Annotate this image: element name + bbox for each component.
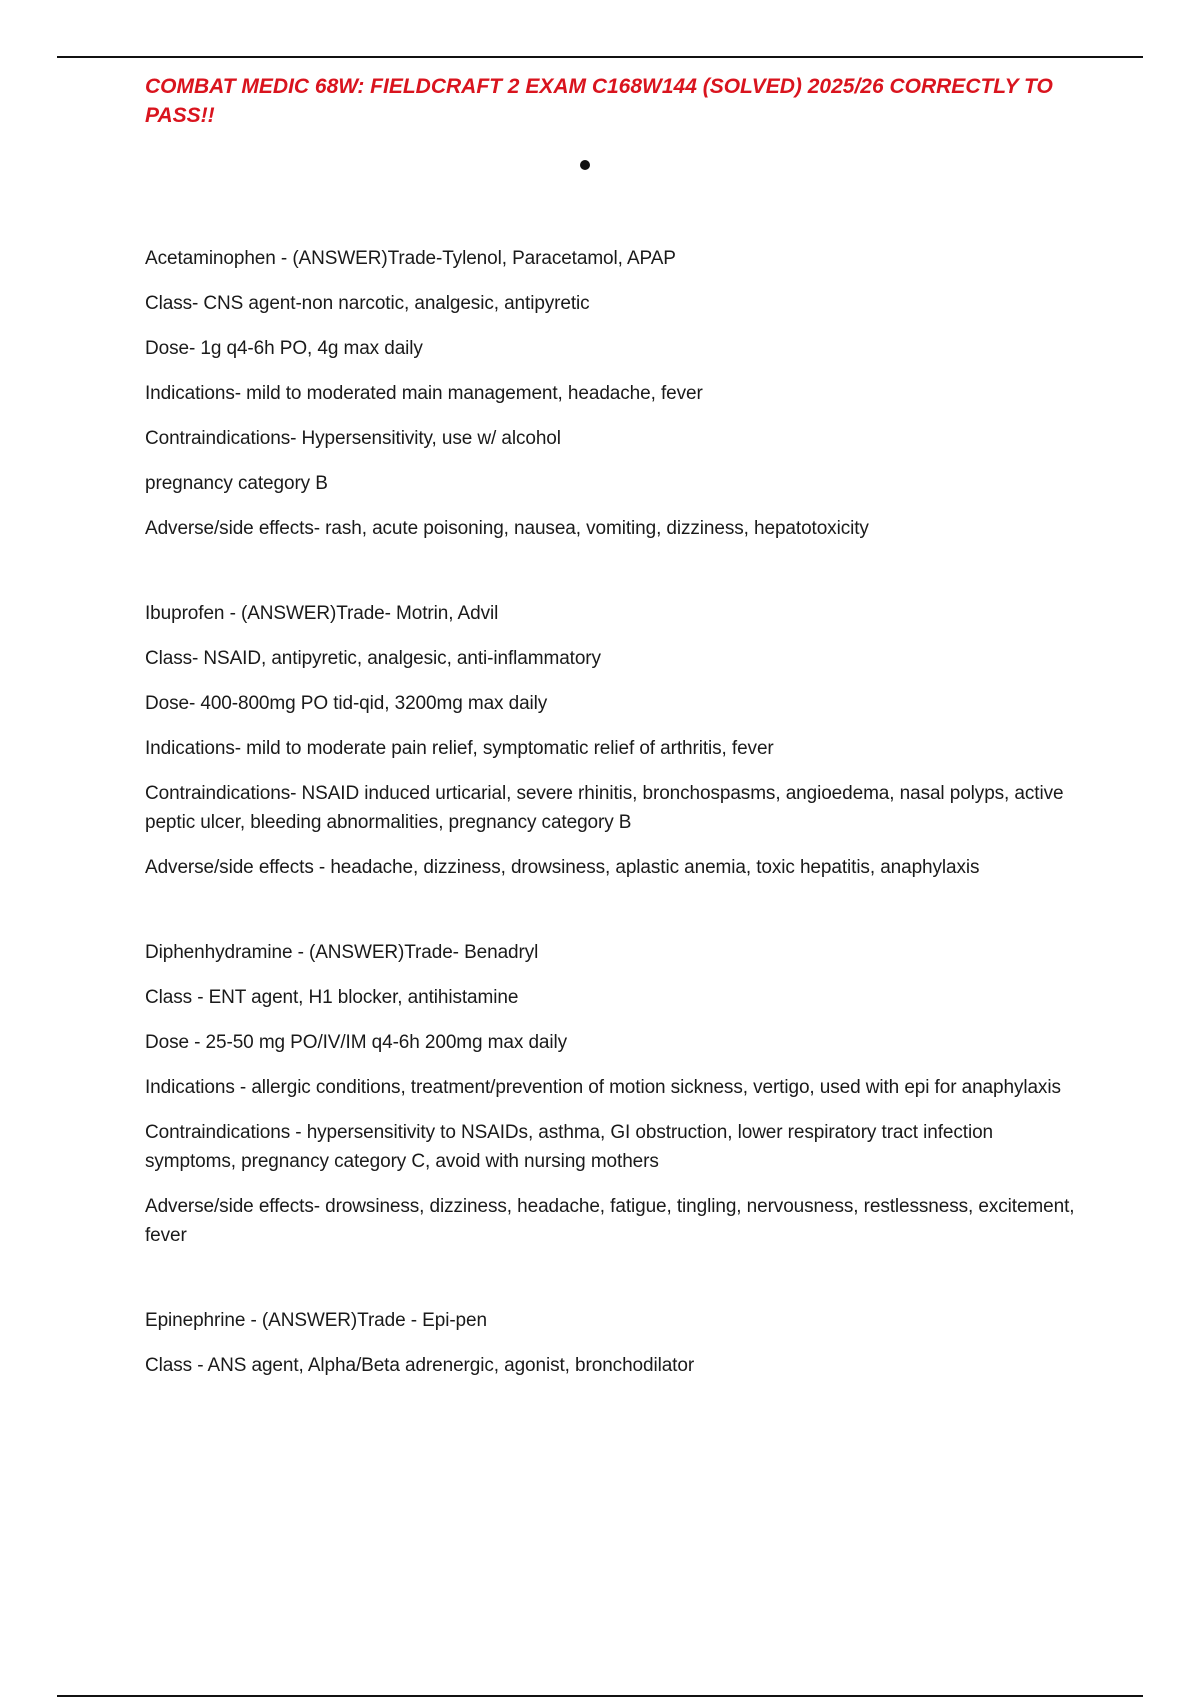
entry-line: Epinephrine - (ANSWER)Trade - Epi-pen bbox=[145, 1310, 487, 1331]
entry-line: Indications- mild to moderate pain relief, symptomatic relief of arthritis, fever bbox=[145, 738, 774, 759]
entry-line: Indications- mild to moderated main management, headache, fever bbox=[145, 383, 703, 404]
entry-line: Class - ANS agent, Alpha/Beta adrenergic, agonist, bronchodilator bbox=[145, 1355, 695, 1376]
bottom-divider bbox=[57, 1695, 1143, 1697]
entry-line: Dose- 400-800mg PO tid-qid, 3200mg max daily bbox=[145, 693, 548, 714]
drug-entries bbox=[145, 244, 1080, 1436]
entry-line: Dose- 1g q4-6h PO, 4g max daily bbox=[145, 338, 423, 359]
entry-line: Class- NSAID, antipyretic, analgesic, anti-inflammatory bbox=[145, 648, 601, 669]
top-divider bbox=[57, 56, 1143, 58]
entry-line: Class - ENT agent, H1 blocker, antihistamine bbox=[145, 987, 519, 1008]
entry-line: Contraindications- NSAID induced urticarial, severe rhinitis, bronchospasms, angioedema, nasal polyps, active peptic ulcer, bleeding abnormalities, pregnancy category B bbox=[145, 783, 1064, 833]
drug-entry-epinephrine bbox=[145, 1306, 1080, 1380]
drug-entry-acetaminophen bbox=[145, 244, 1080, 543]
drug-entry-diphenhydramine bbox=[145, 938, 1080, 1250]
entry-line: Acetaminophen - (ANSWER)Trade-Tylenol, Paracetamol, APAP bbox=[145, 248, 676, 269]
entry-line: Adverse/side effects- rash, acute poisoning, nausea, vomiting, dizziness, hepatotoxicity bbox=[145, 518, 869, 539]
entry-line: pregnancy category B bbox=[145, 473, 328, 494]
entry-line: Contraindications- Hypersensitivity, use w/ alcohol bbox=[145, 428, 561, 449]
bullet-point bbox=[580, 160, 590, 170]
entry-line: Adverse/side effects- drowsiness, dizziness, headache, fatigue, tingling, nervousness, restlessness, excitement, fever bbox=[145, 1196, 1075, 1246]
drug-entry-ibuprofen bbox=[145, 599, 1080, 882]
entry-line: Contraindications - hypersensitivity to NSAIDs, asthma, GI obstruction, lower respiratory tract infection symptoms, pregnancy category C, avoid with nursing mothers bbox=[145, 1122, 994, 1172]
document-title: COMBAT MEDIC 68W: FIELDCRAFT 2 EXAM C168W144 (SOLVED) 2025/26 CORRECTLY TO PASS!! bbox=[145, 75, 1053, 127]
entry-line: Diphenhydramine - (ANSWER)Trade- Benadryl bbox=[145, 942, 539, 963]
entry-line: Class- CNS agent-non narcotic, analgesic, antipyretic bbox=[145, 293, 590, 314]
entry-line: Dose - 25-50 mg PO/IV/IM q4-6h 200mg max daily bbox=[145, 1032, 568, 1053]
entry-line: Indications - allergic conditions, treatment/prevention of motion sickness, vertigo, used with epi for anaphylaxis bbox=[145, 1077, 1061, 1098]
entry-line: Ibuprofen - (ANSWER)Trade- Motrin, Advil bbox=[145, 603, 499, 624]
entry-line: Adverse/side effects - headache, dizziness, drowsiness, aplastic anemia, toxic hepatitis, anaphylaxis bbox=[145, 857, 980, 878]
